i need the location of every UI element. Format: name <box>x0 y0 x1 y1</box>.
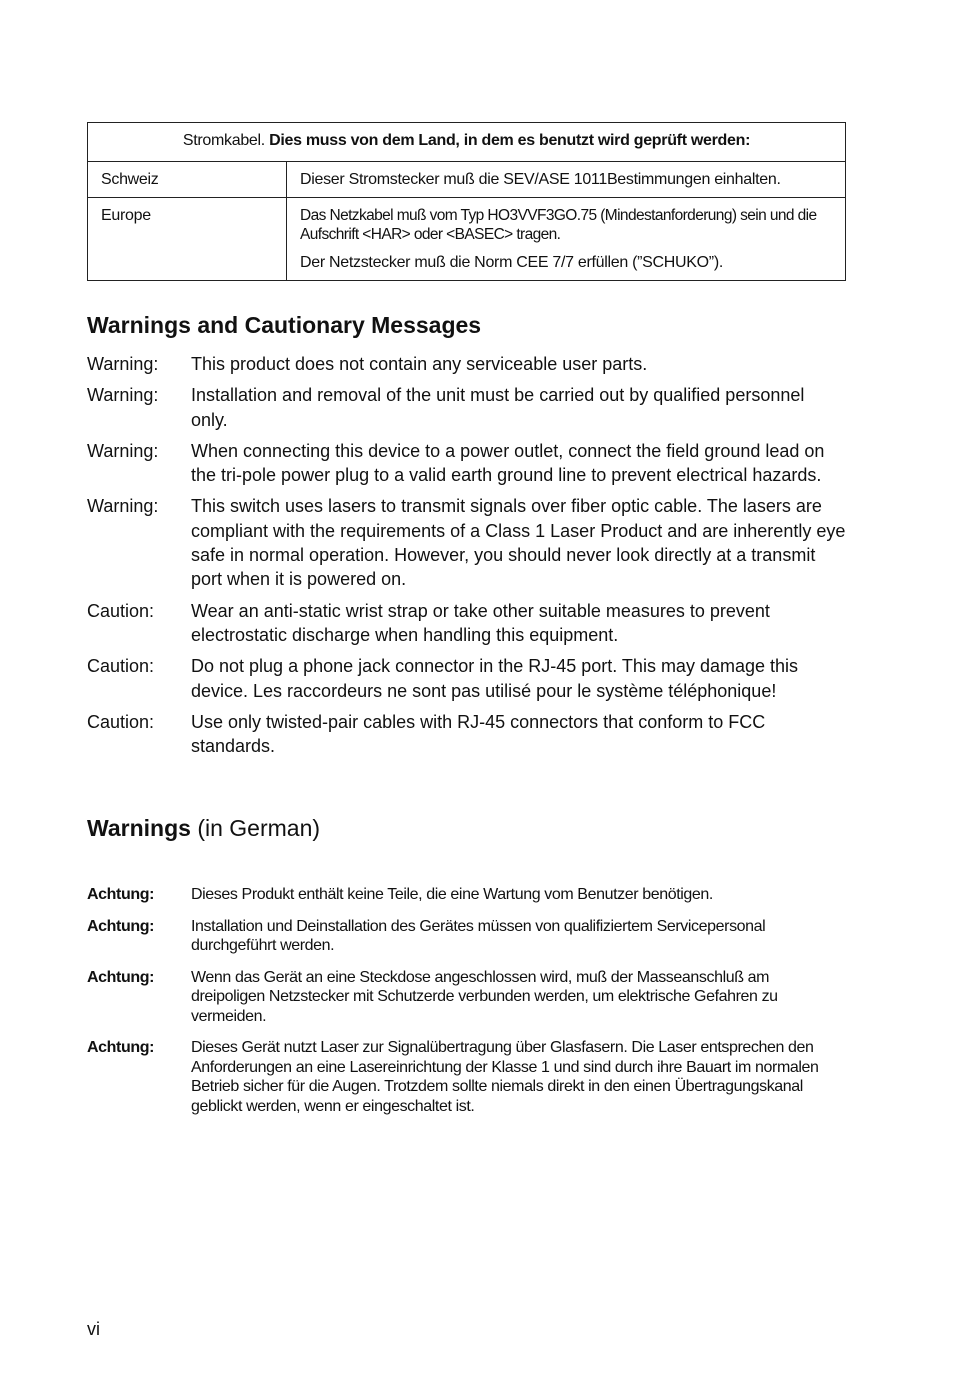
list-item <box>87 383 846 432</box>
achtung-text: Dieses Gerät nutzt Laser zur Signalübertragung über Glasfasern. Die Laser entsprechen den Anforderungen an eine Lasereinrichtung der Klasse 1 und sind durch ihre Bauart im normalen Betrieb sicher für die Augen. Trotzdem sollte niemals direkt in den einen Übertragungskanal geblickt werden, wenn er eingeschaltet ist. <box>191 1039 819 1115</box>
list-item <box>87 599 846 648</box>
caution-text: Use only twisted-pair cables with RJ-45 connectors that conform to FCC standards. <box>191 711 766 757</box>
table-cell-country: Europe <box>88 198 287 281</box>
document-page <box>87 122 846 1115</box>
table-cell-requirement <box>287 162 846 198</box>
warnings-heading: Warnings and Cautionary Messages <box>87 312 482 338</box>
warning-label: Warning: <box>87 440 159 461</box>
german-heading-bold: Warnings <box>87 815 191 841</box>
list-item <box>87 710 846 759</box>
german-warnings-heading <box>87 815 320 842</box>
requirement-text: Der Netzstecker muß die Norm CEE 7/7 erfüllen (”SCHUKO”). <box>300 254 724 271</box>
warning-text: When connecting this device to a power outlet, connect the field ground lead on the tri-pole power plug to a valid earth ground line to prevent electrical hazards. <box>191 440 825 486</box>
table-header-cell <box>88 123 846 162</box>
achtung-text: Dieses Produkt enthält keine Teile, die eine Wartung vom Benutzer benötigen. <box>191 886 713 903</box>
achtung-label: Achtung: <box>87 917 155 935</box>
warning-label: Warning: <box>87 385 159 406</box>
list-item <box>87 885 846 905</box>
table-header-bold: Dies muss von dem Land, in dem es benutzt wird geprüft werden: <box>269 132 751 149</box>
caution-label: Caution: <box>87 711 155 732</box>
table-cell-country: Schweiz <box>88 162 287 198</box>
list-item <box>87 1038 846 1116</box>
german-heading-normal: (in German) <box>197 815 321 841</box>
caution-text: Do not plug a phone jack connector in the RJ-45 port. This may damage this device. Les raccordeurs ne sont pas utilisé pour le système téléphonique! <box>191 656 799 701</box>
table-row <box>88 162 846 198</box>
caution-label: Caution: <box>87 656 155 677</box>
list-item <box>87 968 846 1027</box>
achtung-text: Installation und Deinstallation des Gerätes müssen von qualifiziertem Servicepersonal durchgeführt werden. <box>191 917 766 954</box>
requirement-text: Das Netzkabel muß vom Typ HO3VVF3GO.75 (Mindestanforderung) sein und die Aufschrift <HAR> oder <BASEC> tragen. <box>300 207 817 243</box>
warning-text: This switch uses lasers to transmit signals over fiber optic cable. The lasers are compliant with the requirements of a Class 1 Laser Product and are inherently eye safe in normal operation. However, you should never look directly at a transmit port when it is powered on. <box>191 496 846 590</box>
caution-text: Wear an anti-static wrist strap or take other suitable measures to prevent electrostatic discharge when handling this equipment. <box>191 600 770 645</box>
table-header-row <box>88 123 846 162</box>
power-cord-table <box>87 122 846 281</box>
page-number: vi <box>87 1319 100 1339</box>
caution-label: Caution: <box>87 600 155 621</box>
achtung-label: Achtung: <box>87 1039 155 1056</box>
german-warnings-list <box>87 885 846 1128</box>
list-item <box>87 439 846 488</box>
list-item <box>87 917 846 956</box>
requirement-text: Dieser Stromstecker muß die SEV/ASE 1011Bestimmungen einhalten. <box>300 171 781 188</box>
table-row <box>88 198 846 281</box>
warning-label: Warning: <box>87 496 159 517</box>
warning-text: This product does not contain any serviceable user parts. <box>191 354 648 374</box>
warning-label: Warning: <box>87 354 159 374</box>
table-cell-requirement <box>287 198 846 281</box>
achtung-text: Wenn das Gerät an eine Steckdose angeschlossen wird, muß der Masseanschluß am dreipoligen Netzstecker mit Schutzerde verbunden werden, um elektrische Gefahren zu vermeiden. <box>191 968 778 1025</box>
list-item <box>87 352 846 376</box>
warning-text: Installation and removal of the unit must be carried out by qualified personnel only. <box>191 385 805 430</box>
warnings-list <box>87 352 846 765</box>
achtung-label: Achtung: <box>87 886 155 903</box>
list-item <box>87 494 846 591</box>
achtung-label: Achtung: <box>87 968 155 986</box>
table-header-normal: Stromkabel. <box>182 132 265 149</box>
list-item <box>87 654 846 703</box>
